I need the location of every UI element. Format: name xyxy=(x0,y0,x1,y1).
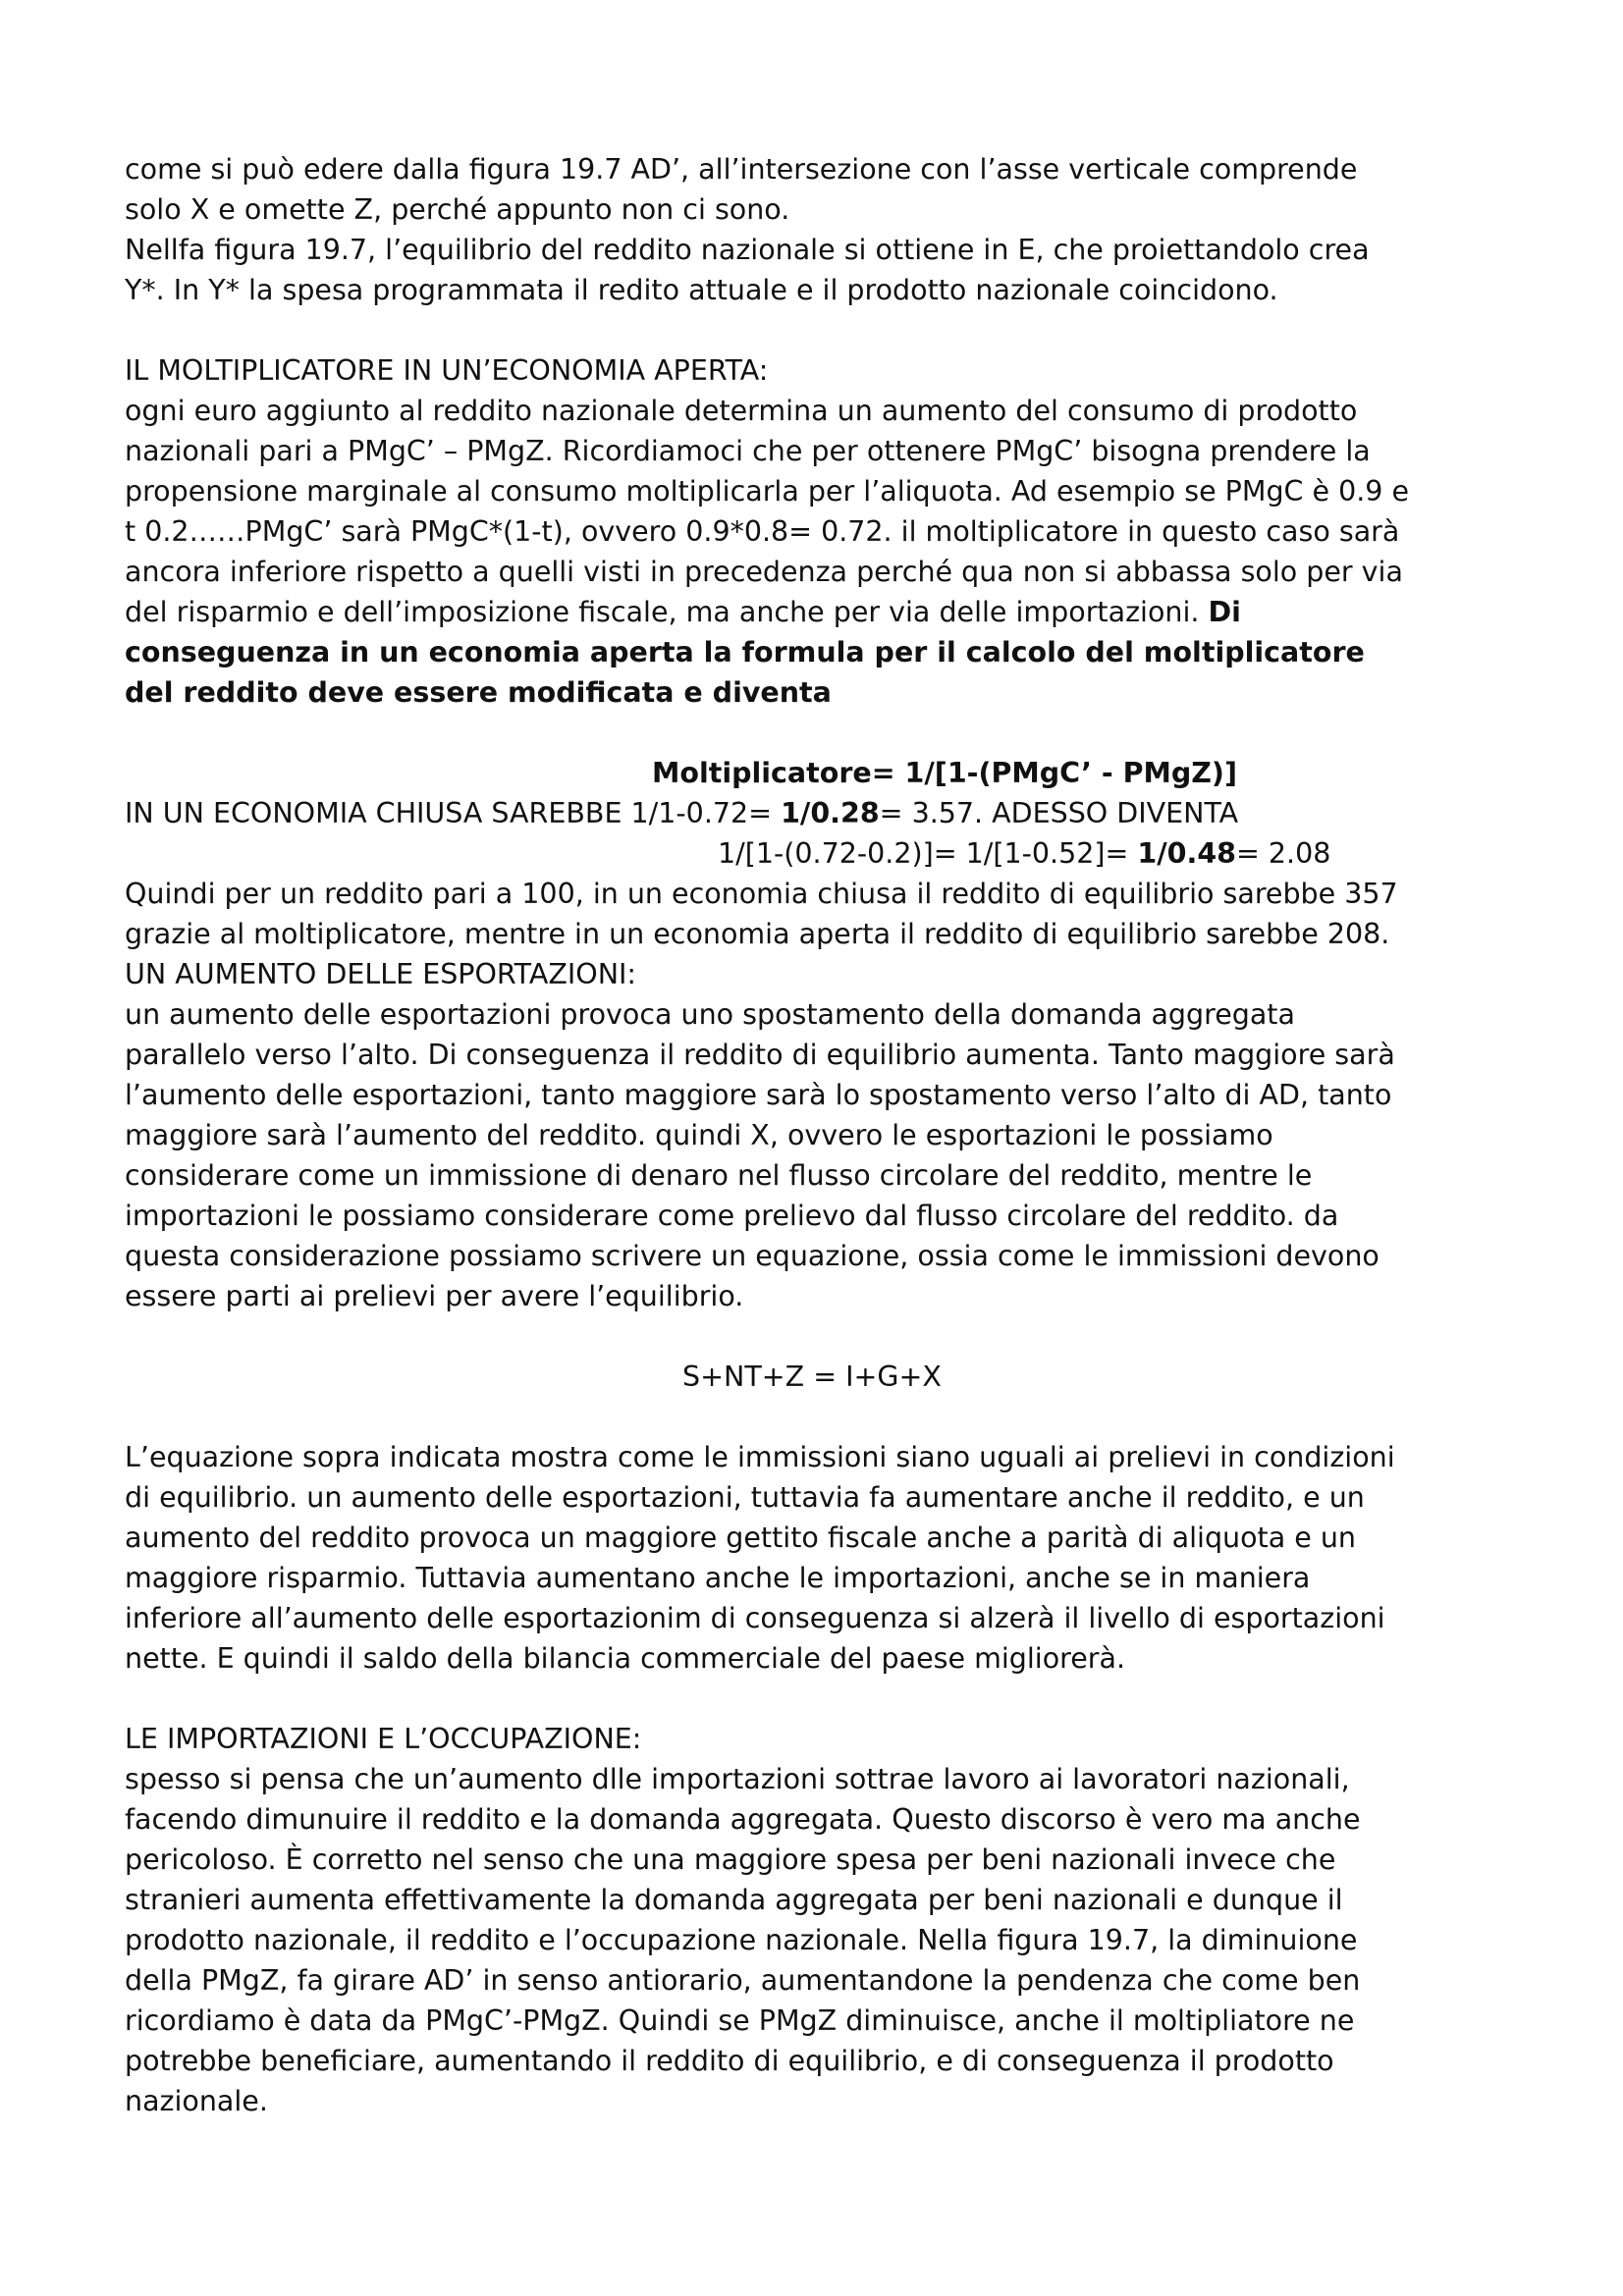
closed-economy-text: IN UN ECONOMIA CHIUSA SAREBBE 1/1-0.72= xyxy=(125,797,782,829)
text-line: ricordiamo è data da PMgC’-PMgZ. Quindi se PMgZ diminuisce, anche il moltipliatore ne xyxy=(125,2004,1355,2037)
text-line: pericoloso. È corretto nel senso che una maggiore spesa per beni nazionali invece che xyxy=(125,1843,1336,1876)
text-line: nette. E quindi il saldo della bilancia commerciale del paese migliorerà. xyxy=(125,1642,1126,1675)
closed-economy-bold: 1/0.28 xyxy=(781,797,880,829)
text-line-mixed xyxy=(125,592,1499,632)
text-line: facendo dimunuire il reddito e la domanda aggregata. Questo discorso è vero ma anche xyxy=(125,1803,1361,1836)
text-line: nazionale. xyxy=(125,2085,268,2117)
text-line: propensione marginale al consumo moltiplicarla per l’aliquota. Ad esempio se PMgC è 0.9 e xyxy=(125,475,1410,507)
text-line: considerare come un immissione di denaro nel flusso circolare del reddito, mentre le xyxy=(125,1159,1313,1192)
text-line: della PMgZ, fa girare AD’ in senso antiorario, aumentandone la pendenza che come ben xyxy=(125,1964,1361,1997)
text-line: stranieri aumenta effettivamente la domanda aggregata per beni nazionali e dunque il xyxy=(125,1884,1343,1916)
text-line: Nellfa figura 19.7, l’equilibrio del reddito nazionale si ottiene in E, che proiettandolo crea xyxy=(125,234,1370,266)
text-line: inferiore all’aumento delle esportazionim di conseguenza si alzerà il livello di esportazioni xyxy=(125,1602,1385,1634)
text-line: Quindi per un reddito pari a 100, in un economia chiusa il reddito di equilibrio sarebbe 357 xyxy=(125,878,1398,910)
paragraph-gap xyxy=(125,1679,1499,1719)
paragraph-gap xyxy=(125,310,1499,350)
text-line: nazionali pari a PMgC’ – PMgZ. Ricordiamoci che per ottenere PMgC’ bisogna prendere la xyxy=(125,435,1371,467)
open-economy-bold: 1/0.48 xyxy=(1137,837,1236,870)
paragraph-gap xyxy=(125,1316,1499,1357)
text-line: l’aumento delle esportazioni, tanto maggiore sarà lo spostamento verso l’alto di AD, tanto xyxy=(125,1079,1392,1111)
open-economy-text: 1/[1-(0.72-0.2)]= 1/[1-0.52]= xyxy=(718,837,1138,870)
text-line: questa considerazione possiamo scrivere un equazione, ossia come le immissioni devono xyxy=(125,1240,1380,1272)
paragraph-gap xyxy=(125,1397,1499,1437)
text-line: di equilibrio. un aumento delle esportazioni, tuttavia fa aumentare anche il reddito, e un xyxy=(125,1481,1365,1514)
text-line: come si può edere dalla figura 19.7 AD’, all’intersezione con l’asse verticale comprende xyxy=(125,153,1358,186)
text-normal: del risparmio e dell’imposizione fiscale, ma anche per via delle importazioni. xyxy=(125,596,1209,628)
text-line: t 0.2……PMgC’ sarà PMgC*(1-t), ovvero 0.9*0.8= 0.72. il moltiplicatore in questo caso sarà xyxy=(125,515,1400,548)
text-line: spesso si pensa che un’aumento dlle importazioni sottrae lavoro ai lavoratori nazionali, xyxy=(125,1763,1350,1795)
equilibrium-equation: S+NT+Z = I+G+X xyxy=(682,1361,942,1393)
section-heading-importazioni: LE IMPORTAZIONI E L’OCCUPAZIONE: xyxy=(125,1723,642,1755)
text-line: maggiore risparmio. Tuttavia aumentano anche le importazioni, anche se in maniera xyxy=(125,1562,1311,1594)
text-line: prodotto nazionale, il reddito e l’occupazione nazionale. Nella figura 19.7, la diminuione xyxy=(125,1924,1358,1956)
section-heading-esportazioni: UN AUMENTO DELLE ESPORTAZIONI: xyxy=(125,958,637,990)
open-economy-line xyxy=(125,833,1499,874)
text-line: potrebbe beneficiare, aumentando il reddito di equilibrio, e di conseguenza il prodotto xyxy=(125,2045,1334,2077)
section-heading-moltiplicatore: IL MOLTIPLICATORE IN UN’ECONOMIA APERTA: xyxy=(125,354,769,387)
text-line: maggiore sarà l’aumento del reddito. quindi X, ovvero le esportazioni le possiamo xyxy=(125,1119,1273,1151)
text-line: solo X e omette Z, perché appunto non ci sono. xyxy=(125,193,790,226)
paragraph-gap xyxy=(125,713,1499,753)
text-line: ogni euro aggiunto al reddito nazionale determina un aumento del consumo di prodotto xyxy=(125,395,1358,427)
text-line: Y*. In Y* la spesa programmata il redito attuale e il prodotto nazionale coincidono. xyxy=(125,274,1278,306)
text-line: ancora inferiore rispetto a quelli visti in precedenza perché qua non si abbassa solo per via xyxy=(125,556,1403,588)
text-bold: Di xyxy=(1208,596,1241,628)
text-line: essere parti ai prelievi per avere l’equilibrio. xyxy=(125,1280,744,1312)
open-economy-result: = 2.08 xyxy=(1235,837,1331,870)
closed-economy-line xyxy=(125,793,1499,833)
bold-text-line: conseguenza in un economia aperta la formula per il calcolo del moltiplicatore xyxy=(125,636,1365,668)
closed-economy-result: = 3.57. ADESSO DIVENTA xyxy=(879,797,1239,829)
text-line: L’equazione sopra indicata mostra come le immissioni siano uguali ai prelievi in condizioni xyxy=(125,1441,1395,1473)
text-line: grazie al moltiplicatore, mentre in un economia aperta il reddito di equilibrio sarebbe 208. xyxy=(125,918,1390,950)
document-body xyxy=(125,149,1499,2121)
text-line: parallelo verso l’alto. Di conseguenza il reddito di equilibrio aumenta. Tanto maggiore sarà xyxy=(125,1039,1395,1071)
multiplier-formula: Moltiplicatore= 1/[1-(PMgC’ - PMgZ)] xyxy=(652,757,1237,789)
bold-text-line: del reddito deve essere modificata e diventa xyxy=(125,676,832,709)
text-line: aumento del reddito provoca un maggiore gettito fiscale anche a parità di aliquota e un xyxy=(125,1522,1356,1554)
text-line: un aumento delle esportazioni provoca uno spostamento della domanda aggregata xyxy=(125,998,1295,1031)
text-line: importazioni le possiamo considerare come prelievo dal flusso circolare del reddito. da xyxy=(125,1200,1339,1232)
